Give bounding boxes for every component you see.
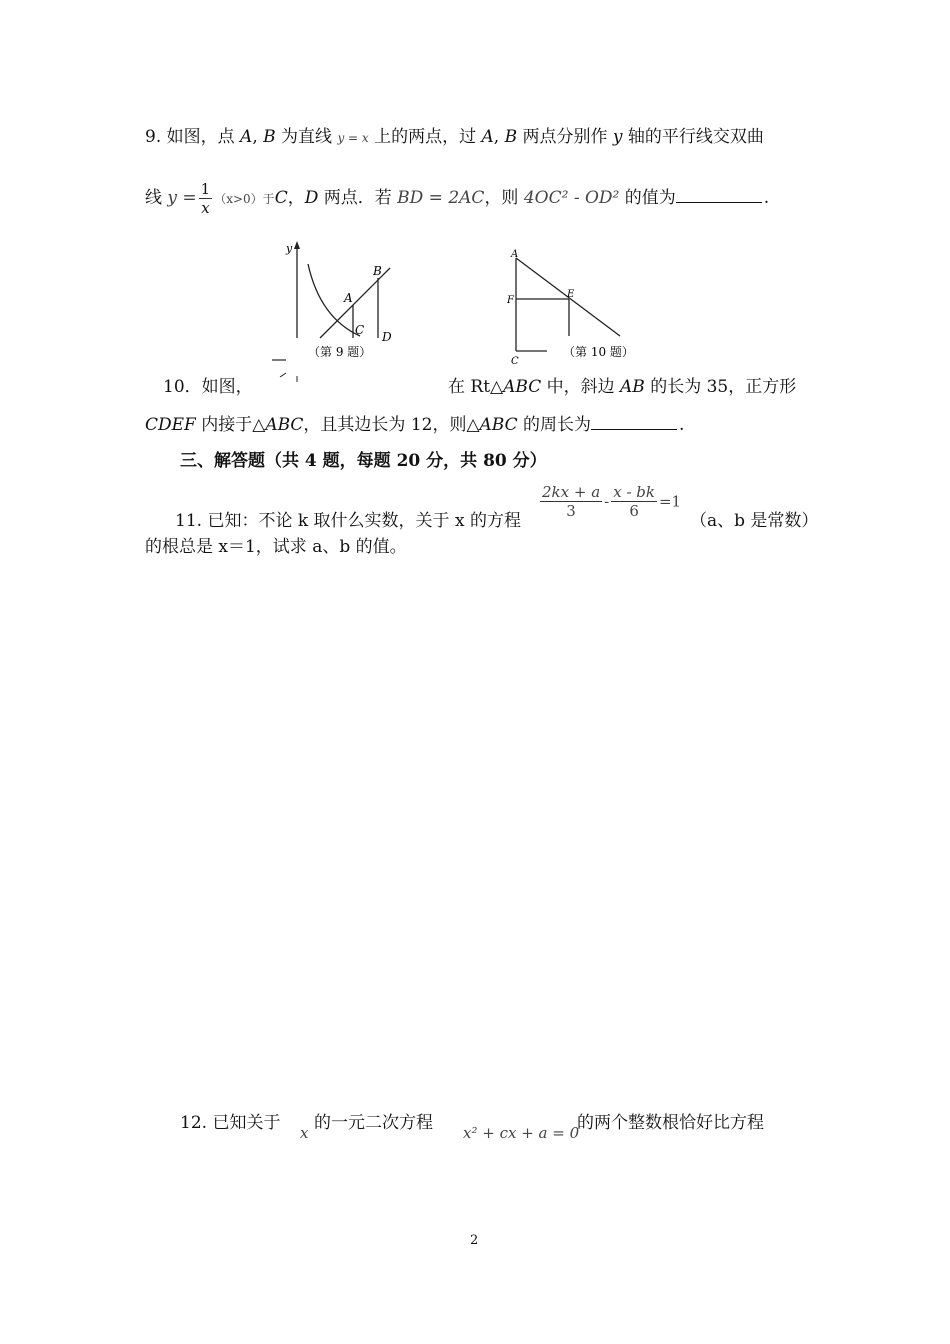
point-b: B [504,127,518,147]
q11-fraction-2 [611,483,657,520]
fig9-label-a: A [344,291,353,305]
q9-text: 9. 如图，点 [145,127,241,147]
q12-text: 12. 已知关于 [180,1113,281,1133]
point-d: D [304,188,319,208]
fig9-y-label: y [286,242,293,255]
q11-line-1-end: （a、b 是常数） [690,511,819,531]
point-a: A [240,127,253,147]
fraction-denominator: 3 [566,502,576,520]
q9-text: 为直线 [275,127,338,147]
equals-one: =1 [658,492,682,511]
q10-text: 中，斜边 [541,377,621,397]
fig10-caption: （第 10 题） [563,345,634,359]
q10-text: 的长为 35，正方形 [644,377,797,397]
q12-line-1c: 的两个整数根恰好比方程 [577,1113,764,1133]
q9-text: 的值为 [619,188,676,208]
q9-text: 线 [145,188,168,208]
minus-sign: - [604,492,610,511]
stray-tick [280,373,286,377]
fraction-denominator: x [201,199,210,217]
q12-equation: x² + cx + a = 0 [463,1124,580,1142]
hyperbola-y: y = [167,188,197,208]
q12-var-x: x [300,1124,309,1142]
point-c: C [274,188,288,208]
sep: , [493,127,505,147]
q9-text: ，则 [484,188,524,208]
point-b: B [263,127,276,147]
q10-line-1 [448,376,796,398]
figure-9 [270,238,400,368]
condition-equation: BD = 2AC [397,188,485,208]
q12-line-1b: 的一元二次方程 [314,1113,433,1133]
q10-text: ，且其边长为 12，则△ [303,415,480,435]
fig9-label-c: C [355,323,365,337]
line-equation: y = x [337,131,369,145]
sep: ， [287,188,305,208]
triangle-abc: ABC [503,377,542,397]
period: . [679,415,685,435]
y-axis-arrow-icon [294,241,300,249]
section-3-title: 三、解答题（共 4 题，每题 20 分，共 80 分） [180,451,547,471]
q9-text: 两点分别作 [517,127,613,147]
q9-line-1 [145,126,764,149]
q10-prefix: 10．如图， [163,377,253,397]
point-a: A [481,127,494,147]
hypotenuse-label: AB [620,377,645,397]
period: . [763,188,770,208]
q10-text: 的周长为 [517,415,592,435]
domain-condition: （x>0）于 [214,192,275,206]
square-cdef: CDEF [145,415,196,435]
fraction-numerator: x - bk [613,483,655,501]
answer-blank [591,413,677,430]
fig10-label-e: E [567,289,575,300]
answer-blank [676,186,762,203]
hyperbola-fraction [199,180,213,217]
target-expression: 4OC² - OD² [523,188,620,208]
q10-text: 在 Rt△ [448,377,504,397]
fig10-label-a: A [511,249,519,260]
fraction-numerator: 2kx + a [542,483,601,501]
q11-equation [538,483,681,520]
q11-line-1-text: 11. 已知：不论 k 取什么实数，关于 x 的方程 [175,511,521,531]
fig9-caption: （第 9 题） [308,345,372,359]
stray-marks [268,355,308,385]
fig10-label-f: F [507,295,514,306]
fraction-denominator: 6 [629,502,639,520]
y-axis-var: y [612,127,623,147]
fig9-label-d: D [382,330,392,344]
fraction-numerator: 1 [200,180,211,198]
q10-text: 内接于△ [195,415,266,435]
triangle-abc: ABC [265,415,304,435]
q10-line-2 [145,413,684,436]
fig10-label-c: C [511,356,519,367]
q9-text: 轴的平行线交双曲 [622,127,764,147]
triangle-abc: ABC [479,415,518,435]
fig9-label-b: B [373,264,382,278]
figure-10 [505,248,645,368]
q11-fraction-1 [540,483,602,520]
q12-line-1 [180,1112,280,1134]
q9-line-2 [145,180,769,217]
q11-line-2: 的根总是 x＝1，试求 a、b 的值。 [145,537,407,557]
q9-text: 上的两点，过 [368,127,482,147]
q9-text: 两点．若 [318,188,398,208]
sep: , [252,127,264,147]
page-number: 2 [470,1233,479,1248]
